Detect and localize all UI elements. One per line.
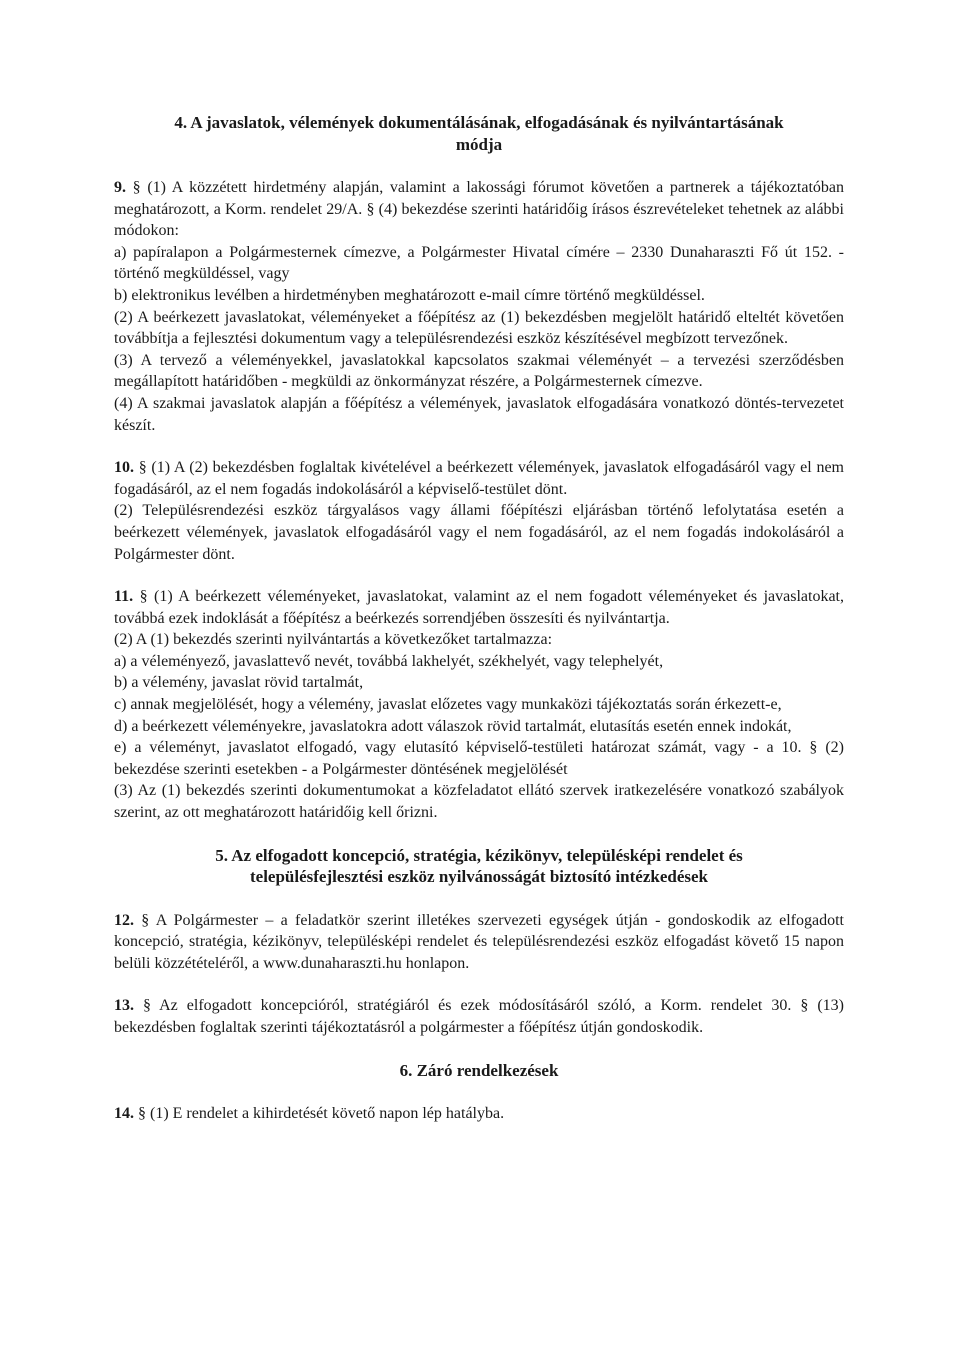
paragraph-11 — [114, 586, 844, 824]
paragraph-12 — [114, 910, 844, 975]
paragraph-text: (2) A (1) bekezdés szerinti nyilvántartás a következőket tartalmazza: — [114, 631, 553, 649]
paragraph-text: (2) A beérkezett javaslatokat, véleményeket a főépítész az (1) bekezdésben megjelölt határidő elteltét követően továbbítja a fejlesztési dokumentum vagy a településrendezési eszköz készítésével megbízott tervezőnek. — [114, 308, 844, 348]
paragraph-9 — [114, 177, 844, 436]
paragraph-text: 12. § A Polgármester – a feladatkör szerint illetékes szervezeti egységek útján - gondoskodik az elfogadott koncepció, stratégia, kézikönyv, településképi rendelet és településrendezési eszköz elfogadást követő 15 napon belüli közzétételéről, a www.dunaharaszti.hu honlapon. — [114, 911, 844, 972]
paragraph-text: a) papíralapon a Polgármesternek címezve, a Polgármester Hivatal címére – 2330 Dunaharaszti Fő út 152. - történő megküldéssel, vagy — [114, 243, 844, 283]
paragraph-text: (3) Az (1) bekezdés szerinti dokumentumokat a közfeladatot ellátó szervek iratkezelésére vonatkozó szabályok szerint, az ott meghatározott határidőig kell őrizni. — [114, 782, 844, 822]
paragraph-text: e) a véleményt, javaslatot elfogadó, vagy elutasító képviselő-testületi határozat számát, vagy - a 10. § (2) bekezdése szerinti esetekben - a Polgármester döntésének megjelölését — [114, 739, 844, 778]
paragraph-text: a) a véleményező, javaslattevő nevét, továbbá lakhelyét, székhelyét, vagy telephelyét, — [114, 652, 664, 670]
paragraph-text: b) elektronikus levélben a hirdetményben meghatározott e-mail címre történő megküldéssel. — [114, 286, 705, 304]
paragraph-text: 13. § Az elfogadott koncepcióról, stratégiáról és ezek módosításáról szóló, a Korm. rendelet 30. § (13) bekezdésben foglaltak szerinti tájékoztatásról a polgármester a főépítész útján gondoskodik. — [114, 997, 844, 1036]
paragraph-text: d) a beérkezett véleményekre, javaslatokra adott válaszok rövid tartalmát, elutasítás esetén ennek indokát, — [114, 717, 792, 735]
paragraph-text: 11. § (1) A beérkezett véleményeket, javaslatokat, valamint az el nem fogadott véleményeket és javaslatokat, továbbá ezek indoklását a főépítész a beérkezés sorrendjében összesíti és nyilvántartja. — [114, 588, 844, 627]
section-heading-5 — [114, 845, 844, 888]
paragraph-number: 10. — [114, 459, 134, 477]
heading-line: 5. Az elfogadott koncepció, stratégia, kézikönyv, településképi rendelet és — [215, 845, 743, 865]
paragraph-text: 14. § (1) E rendelet a kihirdetését követő napon lép hatályba. — [114, 1105, 505, 1123]
heading-line: 6. Záró rendelkezések — [399, 1060, 559, 1080]
section-heading-6 — [114, 1060, 844, 1082]
paragraph-number: 12. — [114, 911, 134, 929]
paragraph-text: 10. § (1) A (2) bekezdésben foglaltak kivételével a beérkezett vélemények, javaslatok elfogadásáról vagy el nem fogadásáról, az el nem fogadás indokolásáról a képviselő-testület dönt. — [114, 459, 844, 498]
paragraph-number: 14. — [114, 1105, 134, 1123]
paragraph-text: (2) Településrendezési eszköz tárgyalásos vagy állami főépítészi eljárásban történő lefolytatása esetén a beérkezett vélemények, javaslatok elfogadásáról vagy el nem fogadásáról, az el nem fogadás indokolásáról a Polgármester dönt. — [114, 502, 844, 563]
heading-line: 4. A javaslatok, vélemények dokumentálásának, elfogadásának és nyilvántartásának — [174, 113, 784, 132]
paragraph-13 — [114, 995, 844, 1038]
paragraph-text: b) a vélemény, javaslat rövid tartalmát, — [114, 674, 364, 692]
paragraph-text: (4) A szakmai javaslatok alapján a főépítész a vélemények, javaslatok elfogadására vonatkozó döntés-tervezetet készít. — [114, 394, 844, 434]
paragraph-number: 9. — [114, 179, 126, 196]
paragraph-number: 13. — [114, 997, 134, 1015]
paragraph-text: c) annak megjelölését, hogy a vélemény, javaslat előzetes vagy munkaközi tájékoztatás során érkezett-e, — [114, 696, 782, 714]
heading-line: módja — [455, 134, 503, 154]
paragraph-14 — [114, 1103, 844, 1125]
paragraph-10 — [114, 457, 844, 565]
heading-line: településfejlesztési eszköz nyilvánosságát biztosító intézkedések — [250, 867, 708, 887]
section-heading-4 — [114, 112, 844, 155]
paragraph-number: 11. — [114, 588, 134, 606]
paragraph-text: (3) A tervező a véleményekkel, javaslatokkal kapcsolatos szakmai véleményét – a tervezési szerződésben megállapított határidőben - megküldi az önkormányzat részére, a Polgármesternek címezve. — [114, 351, 844, 391]
paragraph-text: 9. § (1) A közzétett hirdetmény alapján, valamint a lakossági fórumot követően a partnerek a tájékoztatóban meghatározott, a Korm. rendelet 29/A. § (4) bekezdése szerinti határidőig írásos észrevételeket tehetnek az alábbi módokon: — [114, 179, 844, 240]
